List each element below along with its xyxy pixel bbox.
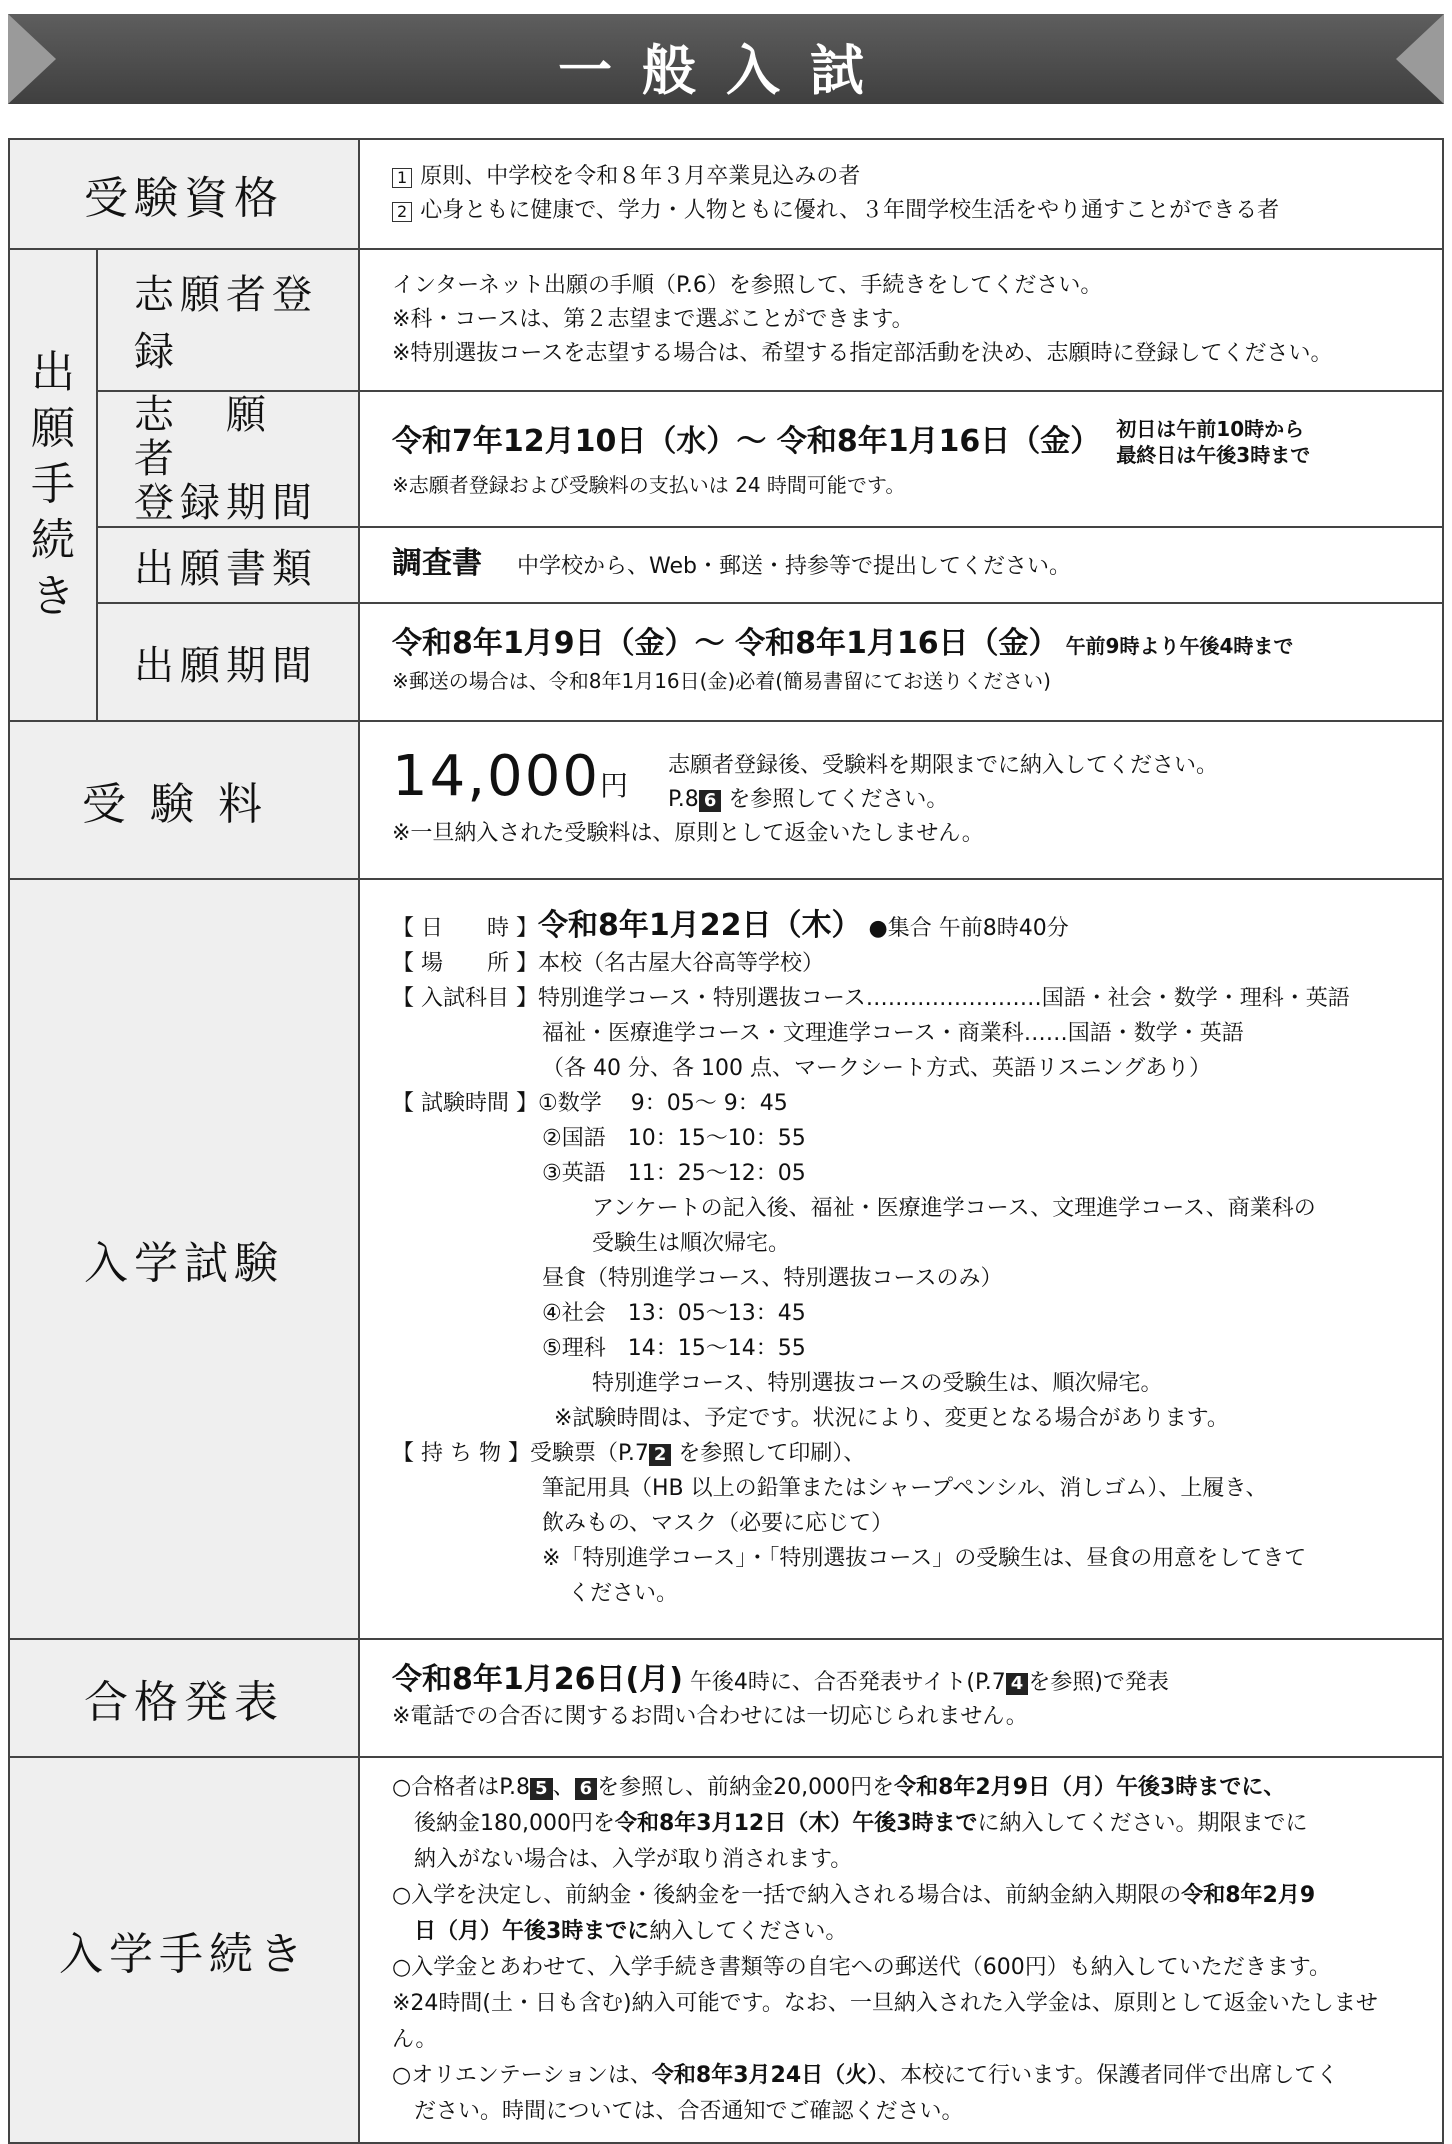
fee-content [359,721,1443,879]
page-ref-box: 6 [575,1778,598,1800]
documents-label: 出願書類 [97,527,359,603]
qualification-label: 受験資格 [9,139,359,249]
period-label: 出願期間 [97,603,359,721]
qualification-item-2: 心身ともに健康で、学力・人物ともに優れ、３年間学校生活をやり通すことができる者 [420,198,1280,223]
item-number: 1 [392,168,412,188]
result-date: 令和8年1月26日(月) [392,1661,683,1697]
enroll-row [9,1757,1443,2143]
item-number: 2 [392,202,412,222]
banner-title: 一般入試 [558,39,894,102]
period-dates: 令和8年1月9日（金）～ 令和8年1月16日（金） [392,625,1059,661]
period-row [9,603,1443,721]
exam-subjects: （各 40 分、各 100 点、マークシート方式、英語リスニングあり） [542,1055,1212,1081]
register-period-row [9,391,1443,527]
enroll-content: ○合格者はP.8 5 、 6 を参照し、前納金20,000円を令和8年2月9日（月）午後3時までに、 後納金180,000円を令和8年3月12日（木）午後3時までに納入してください。期限までに 納入がない場合は、入学が取り消されます。 ○入学を決定し、前納金・後納金を一括で納入される場合は、前納金納入期限の令和8年2月9 日（月）午後3時までに納入してください。 ○入学金とあわせて、入学手続き書類等の自宅への郵送代（600円）も納入していただきます。 ※24時間(土・日も含む)納入可能です。なお、一旦納入された入学金は、原則として返金いたしません。 ○オリエンテーションは、令和8年3月24日（火）、本校にて行います。保護者同伴で出席してく ださい。時間については、合否通知でご確認ください。 [359,1757,1443,2143]
register-line: ※特別選抜コースを志望する場合は、希望する指定部活動を決め、志願時に登録してください。 [392,341,1333,366]
register-period-note: ※志願者登録および受験料の支払いは 24 時間可能です。 [392,473,906,497]
result-row [9,1639,1443,1757]
page-ref-box: 6 [699,790,722,812]
exam-time-note: 受験生は順次帰宅。 [592,1230,791,1256]
exam-lunch: 昼食（特別進学コース、特別選抜コースのみ） [542,1265,1003,1291]
exam-items: ※「特別進学コース」・「特別選抜コース」の受験生は、昼食の用意をしてきて [542,1545,1307,1571]
register-row [9,249,1443,391]
documents-text: 中学校から、Web・郵送・持参等で提出してください。 [517,553,1071,579]
exam-gather: ●集合 午前8時40分 [868,915,1069,941]
qualification-item-1: 原則、中学校を令和８年３月卒業見込みの者 [420,164,861,189]
register-line: インターネット出願の手順（P.6）を参照して、手続きをしてください。 [392,273,1103,298]
exam-label: 入学試験 [9,879,359,1639]
exam-items: ください。 [568,1580,679,1606]
exam-time-note: ※試験時間は、予定です。状況により、変更となる場合があります。 [554,1405,1229,1431]
exam-time-note: アンケートの記入後、福祉・医療進学コース、文理進学コース、商業科の [592,1195,1316,1221]
documents-row [9,527,1443,603]
fee-unit: 円 [599,769,628,802]
application-label: 出願手続き [9,249,97,721]
register-label: 志願者登録 [97,249,359,391]
exam-items: 飲みもの、マスク（必要に応じて） [542,1510,894,1536]
period-content [359,603,1443,721]
exam-place: 本校（名古屋大谷高等学校） [538,950,825,976]
enroll-label: 入学手続き [9,1757,359,2143]
exam-items: 受験票（P.7 [529,1440,649,1466]
exam-subjects: 特別進学コース・特別選抜コース……………………国語・社会・数学・理科・英語 [538,985,1350,1011]
fee-row [9,721,1443,879]
page-ref-box: 5 [530,1778,553,1800]
result-note: ※電話での合否に関するお問い合わせには一切応じられません。 [392,1703,1028,1729]
fee-amount: 14,000 [392,744,600,809]
exam-items: 筆記用具（HB 以上の鉛筆またはシャープペンシル、消しゴム）、上履き、 [542,1475,1268,1501]
enroll-line: ○入学金とあわせて、入学手続き書類等の自宅への郵送代（600円）も納入していただきます。 [392,1955,1331,1980]
exam-time: ①数学 9：05～ 9：45 [538,1090,788,1116]
enroll-line: ※24時間(土・日も含む)納入可能です。なお、一旦納入された入学金は、原則として返金いたしません。 [392,1991,1378,2052]
register-line: ※科・コースは、第２志望まで選ぶことができます。 [392,307,914,332]
fee-label: 受験料 [9,721,359,879]
section-banner [8,14,1444,104]
exam-content: 【 日 時 】令和8年1月22日（木） ●集合 午前8時40分 【 場 所 】本校（名古屋大谷高等学校） 【 入試科目 】特別進学コース・特別選抜コース……………………国語・社会・数学・理科・英語 福祉・医療進学コース・文理進学コース・商業科……国語・数学・英語 （各 40 分、各 100 点、マークシート方式、英語リスニングあり） 【 試験時間 】①数学 9：05～ 9：45 ②国語 10：15～10：55 ③英語 11：25～12：05 アンケートの記入後、福祉・医療進学コース、文理進学コース、商業科の 受験生は順次帰宅。 昼食（特別進学コース、特別選抜コースのみ） ④社会 13：05～13：45 ⑤理科 14：15～14：55 特別進学コース、特別選抜コースの受験生は、順次帰宅。 ※試験時間は、予定です。状況により、変更となる場合があります。 【 持 ち 物 】受験票（P.7 2 を参照して印刷）、 筆記用具（HB 以上の鉛筆またはシャープペンシル、消しゴム）、上履き、 飲みもの、マスク（必要に応じて） ※「特別進学コース」・「特別選抜コース」の受験生は、昼食の用意をしてきて ください。 [359,879,1443,1639]
info-table [8,138,1444,2144]
page-ref-box: 2 [649,1444,672,1466]
page-ref-box: 4 [1006,1673,1029,1695]
exam-row [9,879,1443,1639]
exam-time: ③英語 11：25～12：05 [542,1160,806,1186]
qualification-row [9,139,1443,249]
register-content [359,249,1443,391]
result-label: 合格発表 [9,1639,359,1757]
fee-note: ※一旦納入された受験料は、原則として返金いたしません。 [392,821,984,846]
register-period-label: 志 願 者 登録期間 [97,391,359,527]
exam-time: ⑤理科 14：15～14：55 [542,1335,806,1361]
enroll-line: ださい。時間については、合否通知でご確認ください。 [414,2099,964,2124]
exam-time-note: 特別進学コース、特別選抜コースの受験生は、順次帰宅。 [592,1370,1163,1396]
documents-content [359,527,1443,603]
result-content: 令和8年1月26日(月) 午後4時に、合否発表サイト(P.7 4 を参照)で発表 ※電話での合否に関するお問い合わせには一切応じられません。 [359,1639,1443,1757]
period-time: 午前9時より午後4時まで [1065,633,1294,658]
register-times: 初日は午前10時から 最終日は午後3時まで [1116,417,1311,467]
register-dates: 令和7年12月10日（水）～ 令和8年1月16日（金） [392,424,1101,459]
register-period-content [359,391,1443,527]
exam-date: 令和8年1月22日（木） [538,907,847,943]
exam-subjects: 福祉・医療進学コース・文理進学コース・商業科……国語・数学・英語 [542,1020,1244,1046]
period-note: ※郵送の場合は、令和8年1月16日(金)必着(簡易書留にてお送りください) [392,668,1051,693]
exam-time: ②国語 10：15～10：55 [542,1125,806,1151]
exam-time: ④社会 13：05～13：45 [542,1300,806,1326]
fee-instructions: 志願者登録後、受験料を期限までに納入してください。 P.8 6 を参照してください。 [667,753,1218,812]
documents-doc: 調査書 [392,545,482,581]
qualification-content [359,139,1443,249]
